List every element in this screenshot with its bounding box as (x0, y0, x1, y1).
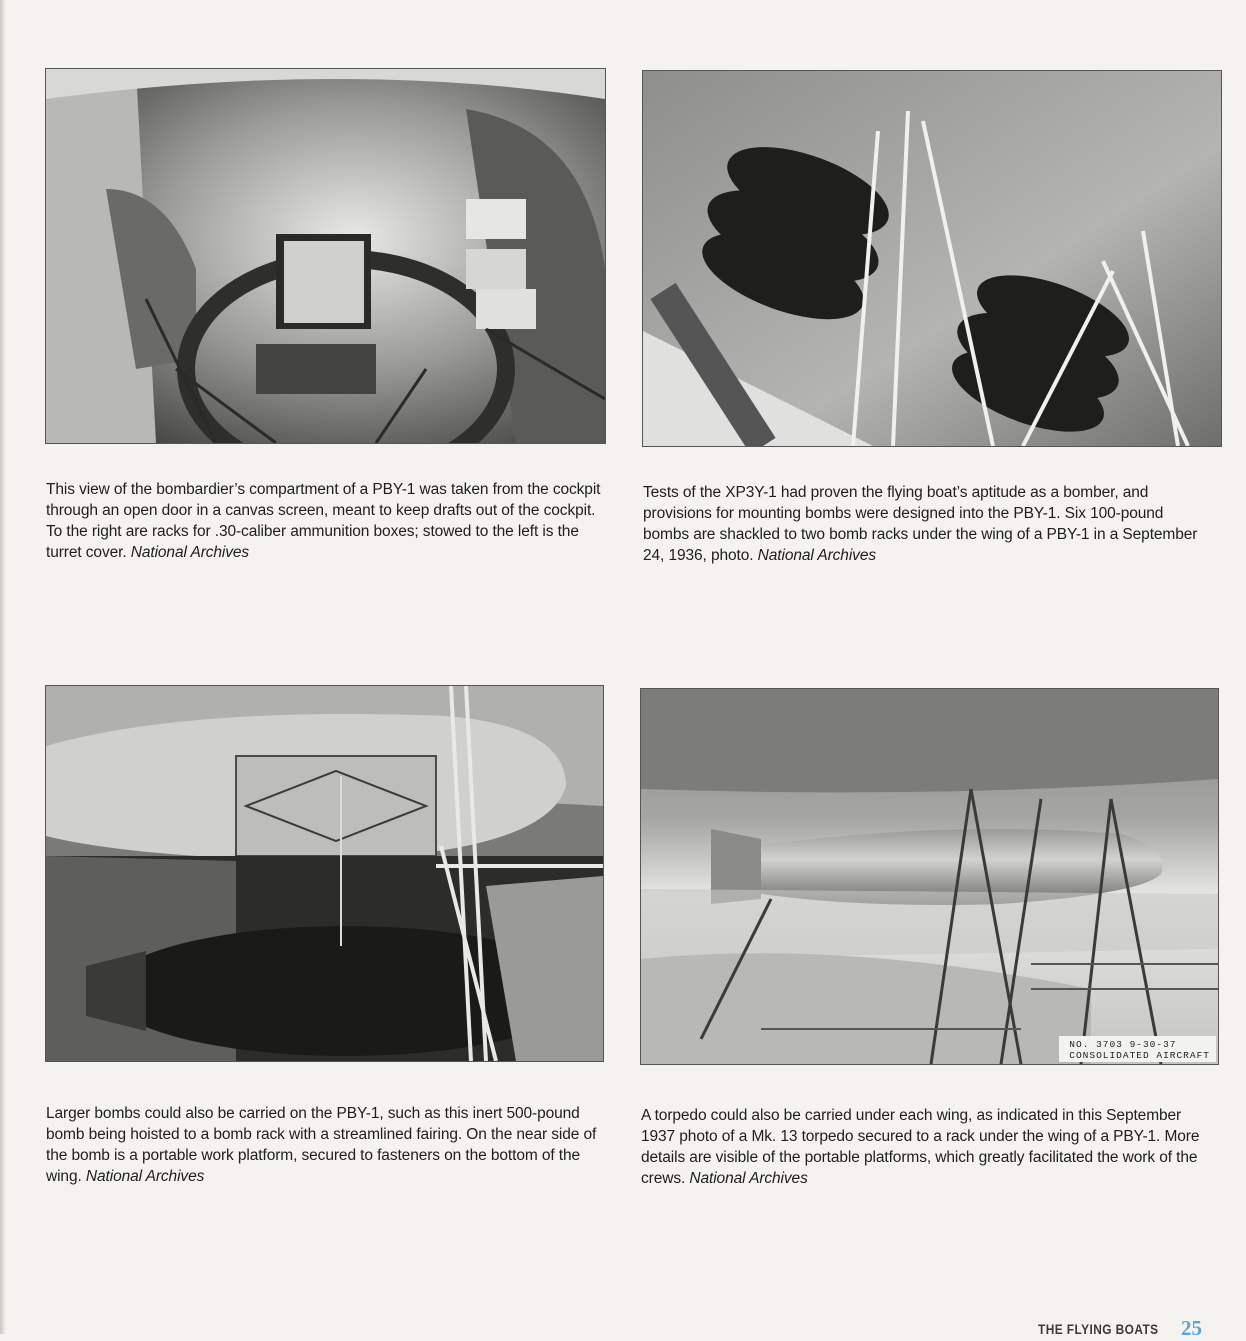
photo-stamp (1059, 1036, 1216, 1062)
photo-credit: National Archives (130, 544, 250, 561)
caption-text: Larger bombs could also be carried on the PBY-1, such as this inert 500-pound bomb being hoisted to a bomb rack with a streamlined fairing. On the near side of the bomb is a portable work platform, secured to fasteners on the bottom of the wing. (46, 1105, 597, 1185)
caption-text: This view of the bombardier’s compartment of a PBY-1 was taken from the cockpit through an open door in a canvas screen, meant to keep drafts out of the cockpit. To the right are racks for .30-caliber ammunition boxes; stowed to the left is the turret cover. (46, 481, 601, 561)
photo-credit: National Archives (757, 547, 876, 564)
caption-text: Tests of the XP3Y-1 had proven the flying boat’s aptitude as a bomber, and provisions for mounting bombs were designed into the PBY-1. Six 100-pound bombs are shackled to two bomb racks under the wing of a PBY-1 in a September 24, 1936, photo. (643, 484, 1198, 564)
photo-credit: National Archives (85, 1168, 205, 1185)
caption-bombs-under-wing (643, 482, 1209, 566)
caption-500-pound-bomb (46, 1103, 602, 1187)
photo-500-pound-bomb (46, 686, 603, 1061)
photo-bombardier-compartment (46, 69, 605, 443)
running-head: THE FLYING BOATS (1038, 1321, 1159, 1337)
photo-credit: National Archives (689, 1170, 808, 1187)
caption-bombardier-compartment (46, 479, 602, 563)
stamp-line-1: NO. 3703 9-30-37 (1069, 1039, 1177, 1050)
page-gutter (0, 0, 6, 1334)
stamp-line-2: CONSOLIDATED AIRCRAFT (1069, 1050, 1210, 1061)
photo-torpedo (641, 689, 1218, 1064)
photo-bombs-under-wing (643, 71, 1221, 446)
caption-torpedo (641, 1105, 1207, 1189)
caption-text: A torpedo could also be carried under each wing, as indicated in this September 1937 photo of a Mk. 13 torpedo secured to a rack under the wing of a PBY-1. More details are visible of the portable platforms, which greatly facilitated the work of the crews. (641, 1107, 1200, 1187)
page-number: 25 (1181, 1316, 1202, 1340)
